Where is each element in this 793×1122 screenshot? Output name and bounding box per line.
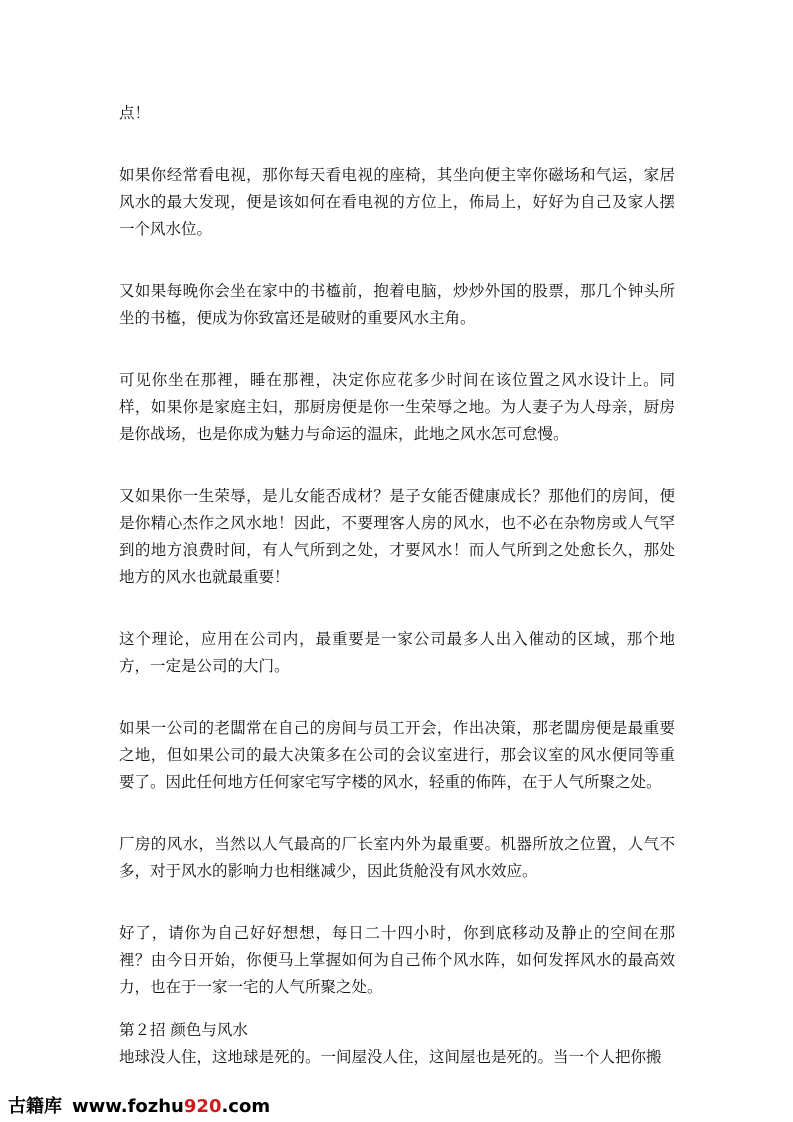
document-body: [119, 100, 675, 1071]
site-url-accent: 920: [183, 1096, 222, 1117]
watermark-footer: [8, 1092, 270, 1118]
site-name: 古籍库: [8, 1096, 62, 1117]
site-url-prefix: www.fozhu: [72, 1096, 184, 1117]
site-url-suffix: .com: [221, 1096, 271, 1117]
paragraph-1: 点！: [119, 104, 151, 122]
paragraph-9: 好了，请你为自己好好想想，每日二十四小时，你到底移动及静止的空间在那裡？由今日开始，你便马上掌握如何为自己佈个风水阵，如何发挥风水的最高效力，也在于一家一宅的人气所聚之处。: [119, 924, 675, 996]
paragraph-4: 可见你坐在那裡，睡在那裡，决定你应花多少时间在该位置之风水设计上。同样，如果你是家庭主妇，那厨房便是你一生荣辱之地。为人妻子为人母亲，厨房是你战场，也是你成为魅力与命运的温床，此地之风水怎可怠慢。: [119, 371, 675, 443]
paragraph-3: 又如果每晚你会坐在家中的书橀前，抱着电脑，炒炒外国的股票，那几个钟头所坐的书橀，便成为你致富还是破财的重要风水主角。: [119, 282, 675, 327]
section-first-line: 地球没人住，这地球是死的。一间屋没人住，这间屋也是死的。当一个人把你搬: [119, 1048, 662, 1066]
paragraph-7: 如果一公司的老闆常在自己的房间与员工开会，作出决策，那老闆房便是最重要之地，但如果公司的最大决策多在公司的会议室进行，那会议室的风水便同等重要了。因此任何地方任何家宅写字楼的风水，轻重的佈阵，在于人气所聚之处。: [119, 719, 675, 791]
section-heading: 第２招 颜色与风水: [119, 1021, 248, 1039]
paragraph-8: 厂房的风水，当然以人气最高的厂长室内外为最重要。机器所放之位置，人气不多，对于风水的影响力也相继减少，因此货舱没有风水效应。: [119, 835, 675, 880]
paragraph-5: 又如果你一生荣辱，是儿女能否成材？是子女能否健康成长？那他们的房间，便是你精心杰作之风水地！因此，不要理客人房的风水，也不必在杂物房或人气罕到的地方浪费时间，有人气所到之处，才要风水！而人气所到之处愈长久，那处地方的风水也就最重要！: [119, 487, 675, 586]
paragraph-2: 如果你经常看电视，那你每天看电视的座椅，其坐向便主宰你磁场和气运，家居风水的最大发现，便是该如何在看电视的方位上，佈局上，好好为自己及家人摆一个风水位。: [119, 166, 675, 238]
paragraph-6: 这个理论，应用在公司内，最重要是一家公司最多人出入催动的区域，那个地方，一定是公司的大门。: [119, 630, 675, 675]
